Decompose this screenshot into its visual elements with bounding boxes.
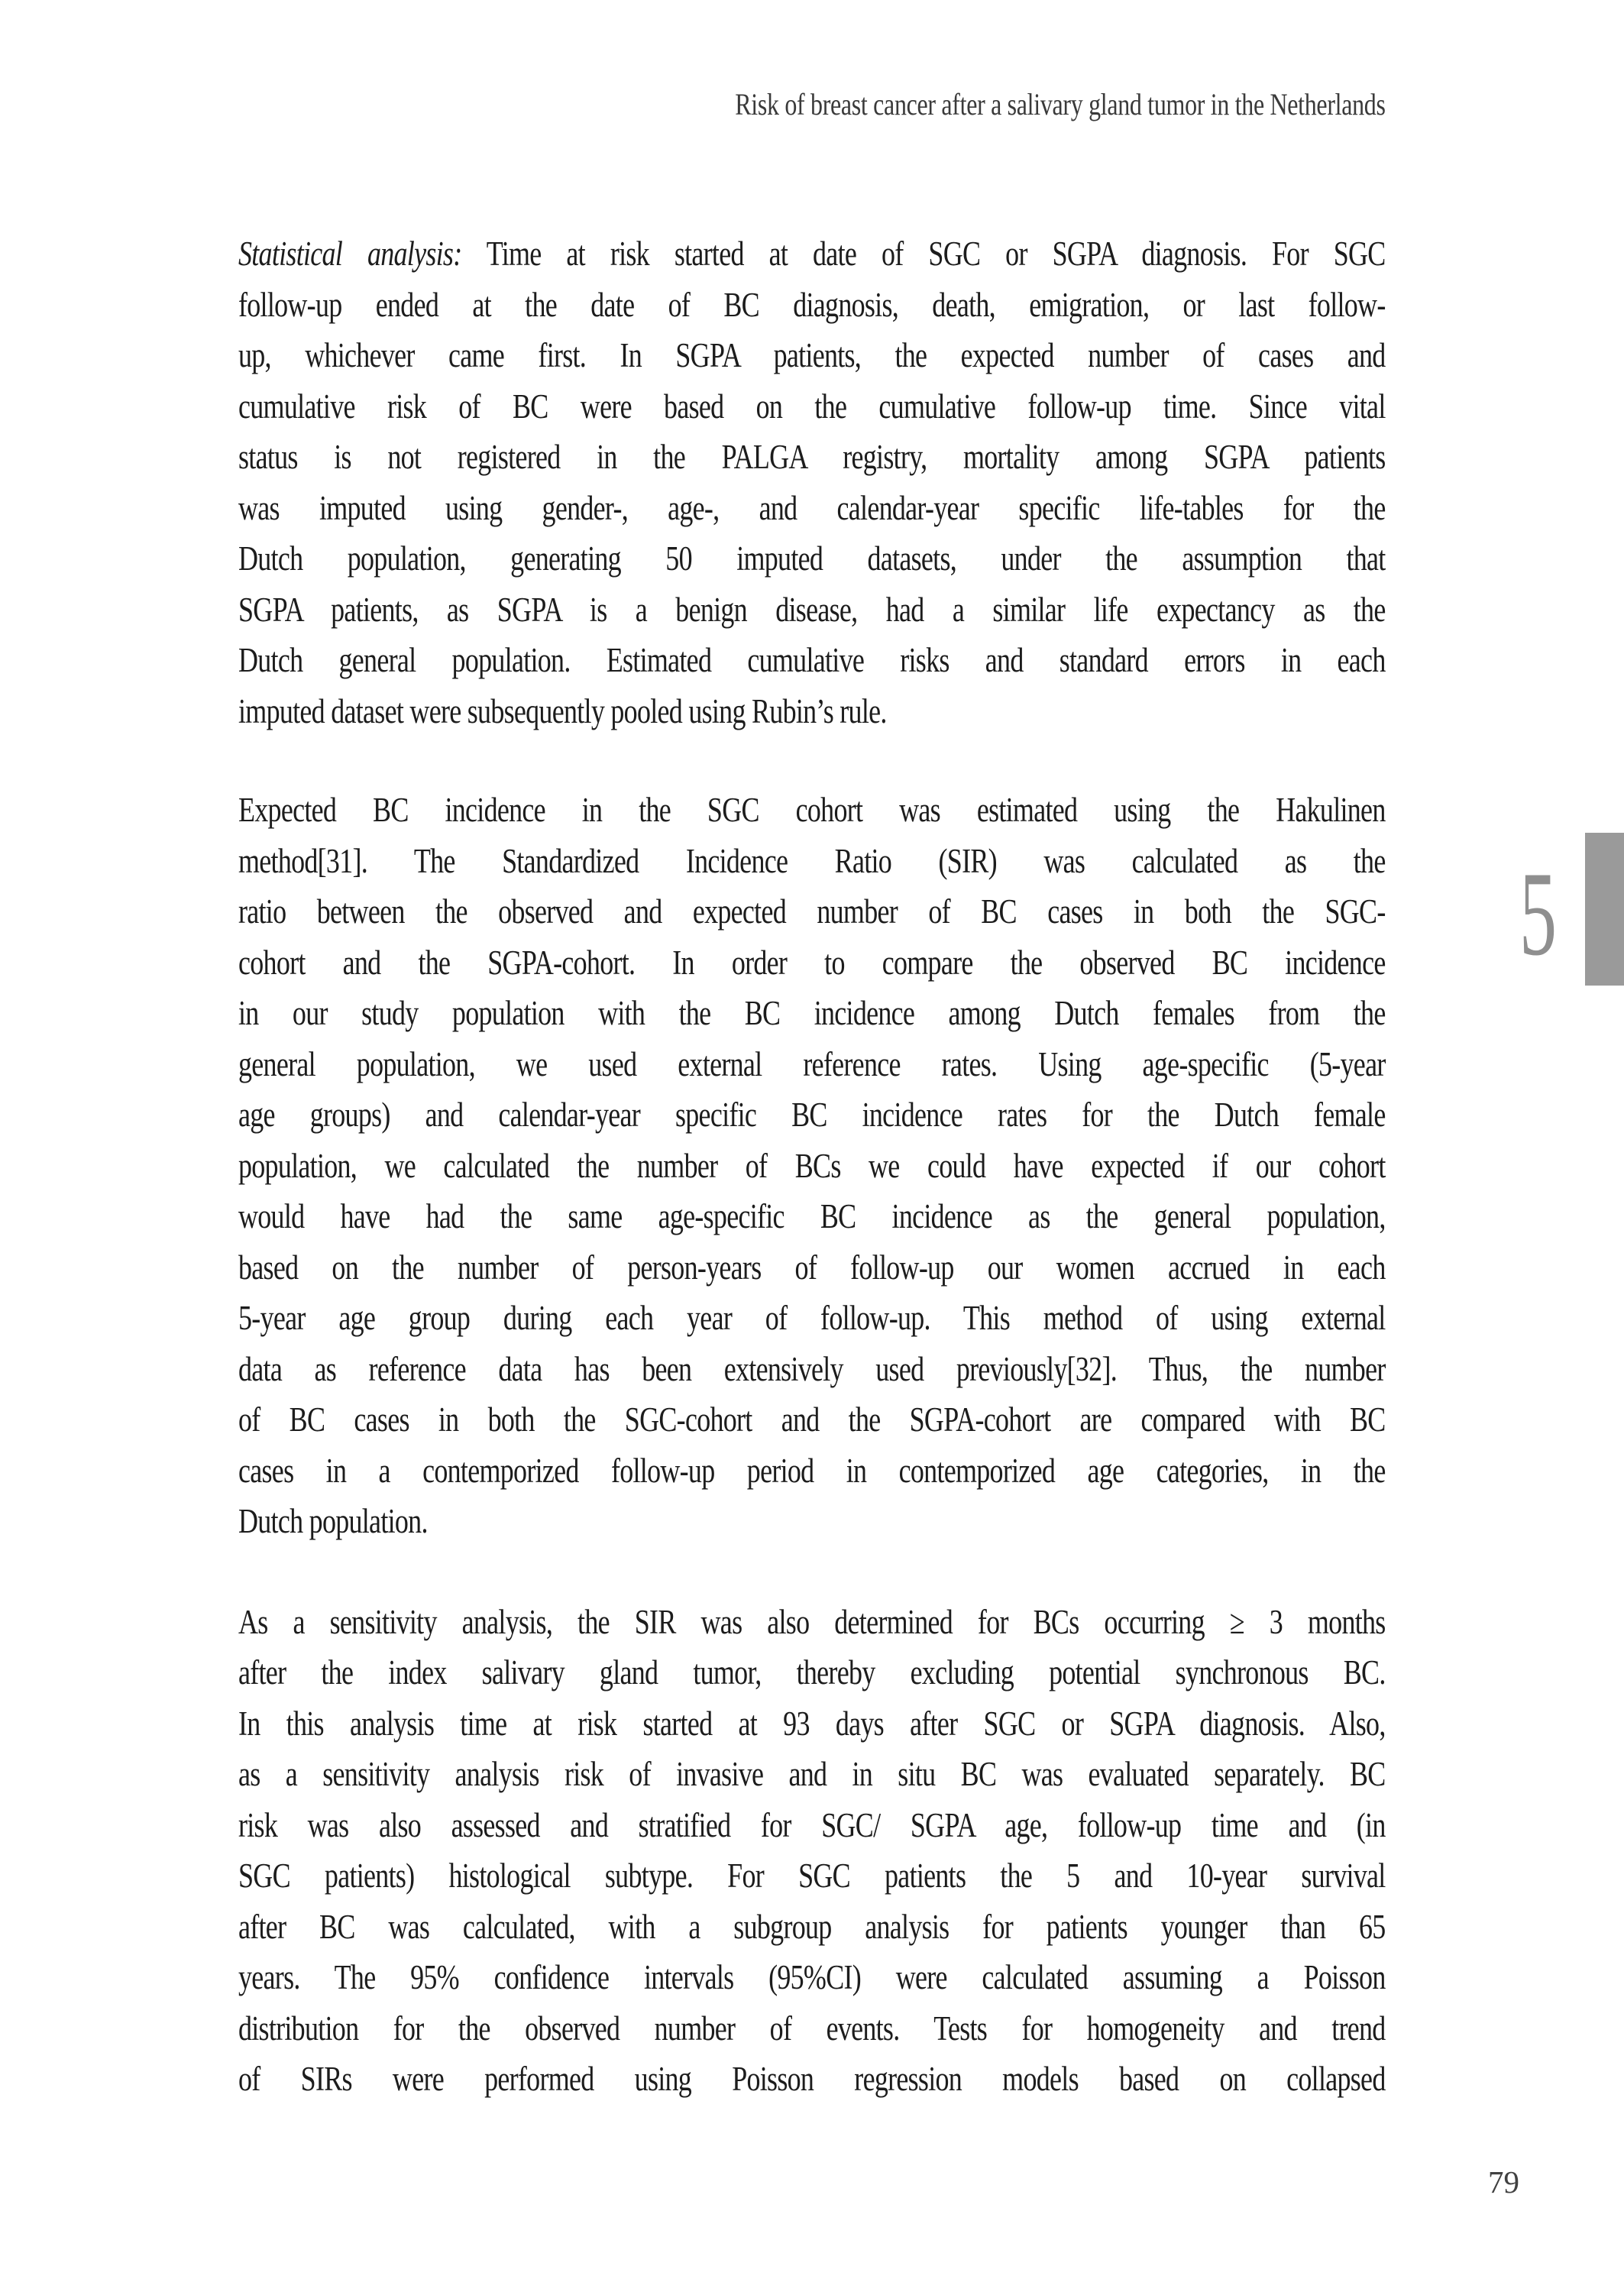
text-segment: Time at risk started at date of SGC or SGPA diagnosis. For SGC xyxy=(461,235,1386,273)
text-line: cumulative risk of BC were based on the cumulative follow-up time. Since vital xyxy=(238,387,1386,426)
text-line: years. The 95% confidence intervals (95%CI) were calculated assuming a Poisson xyxy=(238,1958,1386,1996)
paragraph-expected-incidence xyxy=(238,785,1386,1547)
text-line: of SIRs were performed using Poisson regression models based on collapsed xyxy=(238,2060,1386,2098)
text-line: In this analysis time at risk started at 93 days after SGC or SGPA diagnosis. Also, xyxy=(238,1704,1386,1743)
paragraph-sensitivity-analysis xyxy=(238,1597,1386,2105)
text-column xyxy=(238,0,1386,2105)
text-line: general population, we used external reference rates. Using age-specific (5-year xyxy=(238,1044,1386,1083)
text-line: distribution for the observed number of events. Tests for homogeneity and trend xyxy=(238,2009,1386,2048)
text-line: As a sensitivity analysis, the SIR was also determined for BCs occurring ≥ 3 months xyxy=(238,1602,1386,1641)
text-line: cases in a contemporized follow-up period in contemporized age categories, in the xyxy=(238,1451,1386,1490)
text-line: cohort and the SGPA-cohort. In order to compare the observed BC incidence xyxy=(238,943,1386,982)
text-line: risk was also assessed and stratified for SGC/ SGPA age, follow-up time and (in xyxy=(238,1805,1386,1844)
text-line: up, whichever came first. In SGPA patients, the expected number of cases and xyxy=(238,336,1386,374)
text-line: Dutch general population. Estimated cumulative risks and standard errors in each xyxy=(238,641,1386,679)
text-line xyxy=(238,228,1386,280)
text-line: of BC cases in both the SGC-cohort and the SGPA-cohort are compared with BC xyxy=(238,1400,1386,1439)
text-line: SGC patients) histological subtype. For SGC patients the 5 and 10-year survival xyxy=(238,1857,1386,1895)
text-line: Expected BC incidence in the SGC cohort was estimated using the Hakulinen xyxy=(238,791,1386,829)
text-line: data as reference data has been extensively used previously[32]. Thus, the number xyxy=(238,1349,1386,1388)
text-line: status is not registered in the PALGA registry, mortality among SGPA patients xyxy=(238,438,1386,476)
text-line: ratio between the observed and expected number of BC cases in both the SGC- xyxy=(238,892,1386,931)
text-line: imputed dataset were subsequently pooled using Rubin’s rule. xyxy=(238,691,887,730)
text-line: Dutch population. xyxy=(238,1502,428,1540)
text-line: method[31]. The Standardized Incidence Ratio (SIR) was calculated as the xyxy=(238,841,1386,880)
text-line: after BC was calculated, with a subgroup analysis for patients younger than 65 xyxy=(238,1907,1386,1946)
chapter-number: 5 xyxy=(1519,847,1557,981)
text-line: would have had the same age-specific BC incidence as the general population, xyxy=(238,1197,1386,1235)
chapter-tab-marker xyxy=(1585,833,1624,986)
text-line: based on the number of person-years of follow-up our women accrued in each xyxy=(238,1248,1386,1287)
text-line: as a sensitivity analysis risk of invasive and in situ BC was evaluated separately. BC xyxy=(238,1755,1386,1793)
text-line: population, we calculated the number of BCs we could have expected if our cohort xyxy=(238,1146,1386,1185)
text-line: in our study population with the BC incidence among Dutch females from the xyxy=(238,994,1386,1032)
text-line: SGPA patients, as SGPA is a benign disease, had a similar life expectancy as the xyxy=(238,590,1386,629)
text-line: was imputed using gender-, age-, and calendar-year specific life-tables for the xyxy=(238,488,1386,527)
running-header: Risk of breast cancer after a salivary gland tumor in the Netherlands xyxy=(735,87,1386,121)
page-number: 79 xyxy=(1488,2164,1519,2200)
italic-lead: Statistical analysis: xyxy=(238,235,462,273)
text-line: Dutch population, generating 50 imputed datasets, under the assumption that xyxy=(238,539,1386,578)
paragraph-statistical-analysis xyxy=(238,228,1386,736)
text-line: age groups) and calendar-year specific BC incidence rates for the Dutch female xyxy=(238,1096,1386,1134)
text-line: follow-up ended at the date of BC diagnosis, death, emigration, or last follow- xyxy=(238,285,1386,324)
text-line: 5-year age group during each year of follow-up. This method of using external xyxy=(238,1299,1386,1337)
text-line: after the index salivary gland tumor, thereby excluding potential synchronous BC. xyxy=(238,1653,1386,1691)
